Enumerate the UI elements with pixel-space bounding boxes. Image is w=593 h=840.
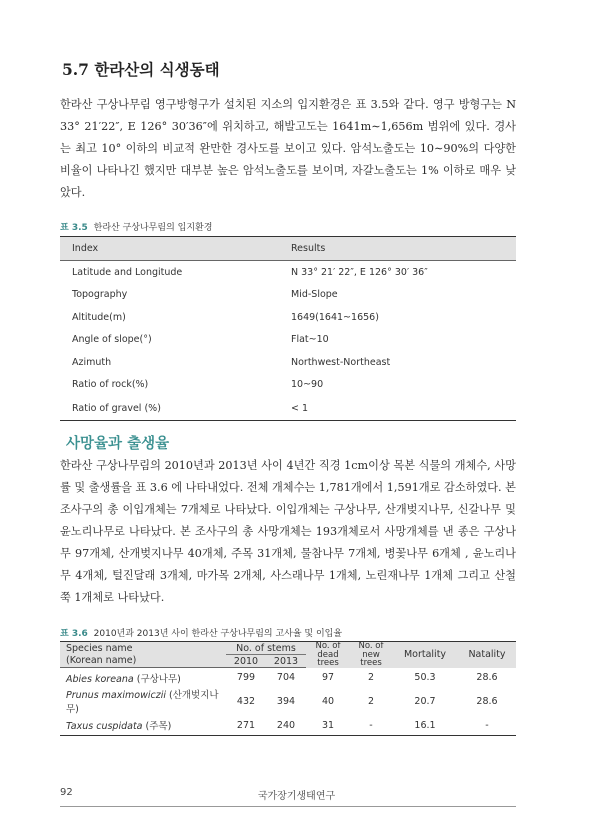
- stems-2013-cell: 240: [266, 715, 306, 736]
- header-new-trees: [350, 642, 392, 668]
- index-cell: Ratio of rock(%): [72, 379, 149, 391]
- result-cell: N 33° 21′ 22″, E 126° 30′ 36″: [291, 266, 428, 278]
- section-title: 5.7 한라산의 식생동태: [62, 60, 220, 79]
- header-dead-line3: trees: [317, 658, 339, 668]
- index-cell: Angle of slope(°): [72, 334, 152, 346]
- result-cell: 1649(1641~1656): [291, 311, 379, 323]
- stems-2010-cell: 432: [236, 695, 256, 707]
- table-3-6-caption-text: 2010년과 2013년 사이 한라산 구상나무림의 고사율 및 이입율: [93, 629, 343, 639]
- header-new-line3: trees: [360, 658, 382, 668]
- table-row: [60, 374, 516, 397]
- natality-cell: 28.6: [476, 671, 498, 683]
- mortality-natality-table: [60, 641, 516, 736]
- header-index: Index: [60, 237, 278, 261]
- stems-2013-cell: 704: [276, 672, 296, 683]
- natality-cell: 28.6: [476, 695, 498, 707]
- stems-2010-cell: 799: [236, 672, 256, 683]
- scientific-name: Abies koreana: [66, 673, 134, 685]
- result-cell: Mid-Slope: [291, 289, 338, 301]
- species-cell: [60, 687, 226, 715]
- header-species-name: Species name: [60, 642, 226, 655]
- header-results: Results: [278, 237, 516, 261]
- header-new-line2: new: [362, 649, 380, 660]
- species-cell: [60, 715, 226, 736]
- page-number: 92: [60, 787, 73, 798]
- table-3-6-caption: [60, 626, 342, 639]
- new-trees-cell: 2: [367, 671, 375, 683]
- index-cell: Ratio of gravel (%): [60, 396, 278, 421]
- site-environment-table: [60, 236, 516, 421]
- table-3-5-caption: [60, 220, 212, 233]
- table-row: [60, 261, 516, 284]
- korean-name: (구상나무): [133, 673, 181, 685]
- header-dead-line1: No. of: [315, 641, 341, 651]
- new-trees-cell: -: [350, 715, 392, 736]
- footer-divider: [60, 806, 516, 807]
- natality-cell: -: [458, 715, 516, 736]
- mortality-subheading: 사망율과 출생율: [66, 436, 170, 452]
- index-cell: Altitude(m): [72, 311, 126, 323]
- table-3-5-caption-text: 한라산 구상나무림의 입지환경: [93, 223, 213, 233]
- table-row: [60, 306, 516, 329]
- index-cell: Topography: [72, 289, 128, 301]
- mortality-cell: 20.7: [414, 695, 436, 707]
- footer-institution: 국가장기생태연구: [257, 791, 336, 802]
- table-row: [60, 715, 516, 736]
- table-row: [60, 668, 516, 688]
- table-header-row: [60, 237, 516, 261]
- index-cell: Latitude and Longitude: [72, 266, 183, 278]
- header-korean-name: (Korean name): [60, 655, 226, 668]
- table-row: [60, 351, 516, 374]
- result-cell: Flat~10: [291, 334, 329, 346]
- species-cell: [60, 668, 226, 688]
- header-mortality: Mortality: [392, 642, 458, 668]
- header-dead-line2: dead: [317, 649, 339, 660]
- header-dead-trees: [306, 642, 350, 668]
- table-row: [60, 687, 516, 715]
- mortality-cell: 50.3: [414, 671, 436, 683]
- header-year-2013: 2013: [266, 655, 306, 668]
- table-row: [60, 396, 516, 421]
- header-no-of-stems: No. of stems: [226, 642, 306, 655]
- result-cell: Northwest-Northeast: [291, 356, 391, 368]
- korean-name: (산개벚지나무): [66, 690, 219, 715]
- dead-trees-cell: 97: [321, 671, 335, 683]
- mortality-paragraph: 한라산 구상나무림의 2010년과 2013년 사이 4년간 직경 1cm이상 목본 식물의 개체수, 사망률 및 출생률을 표 3.6 에 나타내었다. 전체 개체수는 1,781개에서 1,591개로 감소하였다. 본 조사구의 총 이입개체는 7개체로 나타났다. 이입개체는 구상나무, 산개벚지나무, 신갈나무 및 윤노리나무로 나타났다. 본 조사구의 총 사망개체는 193개체로서 사망개체를 낸 종은 구상나무 97개체, 산개벚지나무 40개체, 주목 31개체, 물참나무 7개체, 병꽃나무 6개체 , 윤노리나무 4개체, 털진달래 3개체, 마가목 2개체, 사스래나무 1개체, 노린재나무 1개체 그리고 산철쭉 1개체로 나타났다.: [60, 459, 516, 604]
- dead-trees-cell: 31: [306, 715, 350, 736]
- result-cell: 10~90: [291, 379, 324, 391]
- header-natality: Natality: [458, 642, 516, 668]
- result-cell: < 1: [278, 396, 516, 421]
- table-header-row: [60, 642, 516, 655]
- index-cell: Azimuth: [72, 356, 112, 368]
- header-year-2010: 2010: [226, 655, 266, 668]
- scientific-name: Taxus cuspidata: [66, 721, 143, 732]
- korean-name: (주목): [142, 721, 172, 732]
- new-trees-cell: 2: [367, 695, 375, 707]
- intro-paragraph: 한라산 구상나무림 영구방형구가 설치된 지소의 입지환경은 표 3.5와 같다. 영구 방형구는 N 33° 21′22″, E 126° 30′36″에 위치하고, 해발고도는 1641m∼1,656m 범위에 있다. 경사는 최고 10° 이하의 비교적 완만한 경사도를 보이고 있다. 암석노출도는 10∼90%의 다양한 비율이 나타나긴 했지만 대부분 높은 암석노출도를 보이며, 자갈노출도는 1% 이하로 매우 낮았다.: [60, 98, 516, 199]
- table-row: [60, 284, 516, 307]
- mortality-cell: 16.1: [392, 715, 458, 736]
- dead-trees-cell: 40: [321, 695, 335, 707]
- scientific-name: Prunus maximowiczii: [66, 690, 166, 701]
- table-3-5-caption-number: 표 3.5: [60, 223, 88, 233]
- stems-2013-cell: 394: [276, 695, 296, 707]
- stems-2010-cell: 271: [226, 715, 266, 736]
- header-new-line1: No. of: [358, 641, 384, 651]
- table-row: [60, 329, 516, 352]
- table-3-6-caption-number: 표 3.6: [60, 629, 88, 639]
